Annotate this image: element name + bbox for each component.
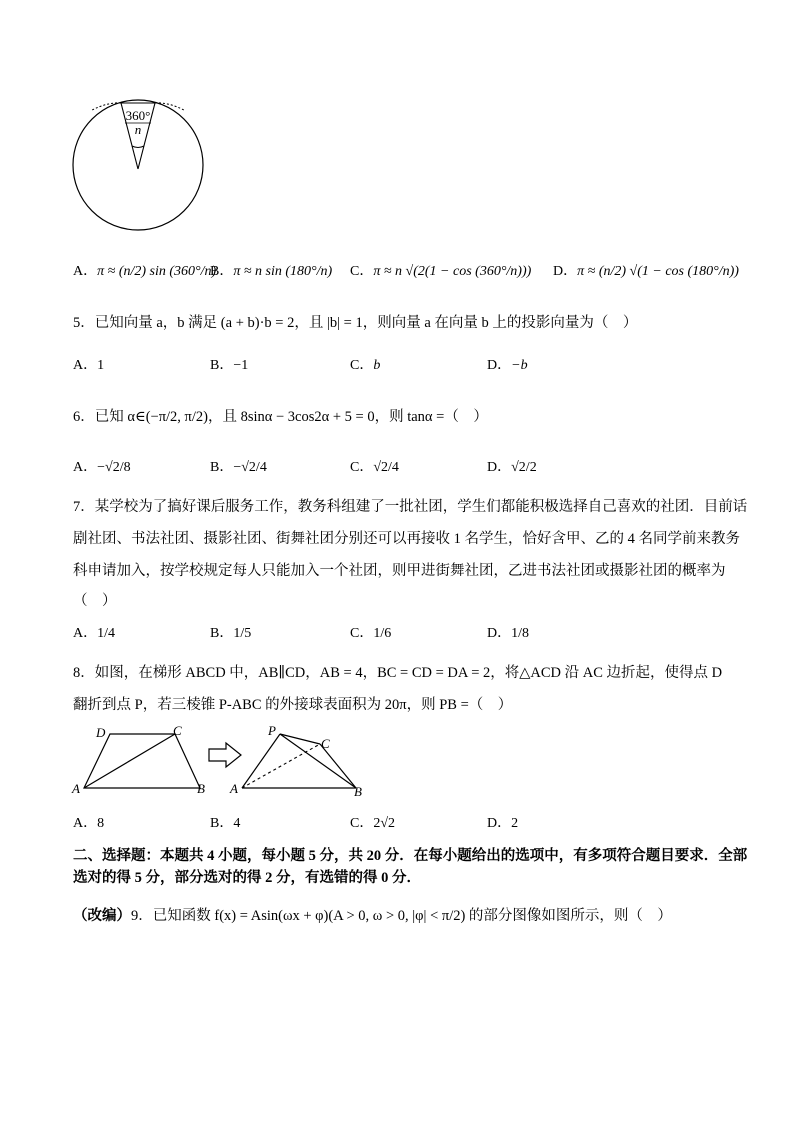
q4-option-d (553, 262, 739, 282)
q7-option-b: B．1/5 (210, 626, 252, 641)
q7-line-4: （ ） (73, 593, 117, 609)
trapezoid-figure (70, 722, 220, 800)
option-letter: A． (73, 264, 98, 279)
option-expr: π ≈ n √(2(1 − cos (360°/n))) (373, 264, 532, 279)
option-expr: π ≈ (n/2) sin (360°/n) (97, 264, 217, 279)
option-expr: π ≈ (n/2) √(1 − cos (180°/n)) (577, 264, 739, 279)
q4-option-c (350, 262, 531, 282)
q6-option-b: B．−√2/4 (210, 460, 267, 475)
label-b2: B (354, 784, 362, 799)
q6-option-d: D．√2/2 (487, 460, 537, 475)
circle-sector-figure (70, 98, 210, 234)
q5-option-b: B．−1 (210, 358, 249, 373)
option-letter: B． (210, 264, 234, 279)
option-letter: D． (553, 264, 578, 279)
q5-stem: 5．已知向量 a，b 满足 (a + b)·b = 2，且 |b| = 1，则向量 a 在向量 b 上的投影向量为（ ） (73, 315, 638, 331)
q9-tag: （改编） (73, 908, 131, 924)
label-d: D (96, 725, 106, 740)
section-2-heading-line-2: 选对的得 5 分，部分选对的得 2 分，有选错的得 0 分． (73, 870, 421, 886)
q9-stem: 9．已知函数 f(x) = Asin(ωx + φ)(A > 0, ω > 0, |φ| < π/2) 的部分图像如图所示，则（ ） (131, 908, 672, 924)
q5-option-a: A．1 (73, 358, 105, 373)
label-b: B (197, 781, 205, 796)
label-a2: A (230, 781, 238, 796)
q7-option-a: A．1/4 (73, 626, 116, 641)
q8-line-1: 8．如图，在梯形 ABCD 中，AB∥CD，AB = 4，BC = CD = DA = 2，将△ACD 沿 AC 边折起，使得点 D (73, 665, 723, 681)
label-c2: C (321, 736, 330, 751)
q5-option-d: D．−b (487, 358, 528, 373)
q4-option-a (73, 262, 216, 282)
q7-line-2: 剧社团、书法社团、摄影社团、街舞社团分别还可以再接收 1 名学生，恰好含甲、乙的 4 名同学前来教务 (73, 531, 740, 547)
label-c: C (173, 723, 182, 738)
section-2-heading-line-1: 二、选择题：本题共 4 小题，每小题 5 分，共 20 分．在每小题给出的选项中，有多项符合题目要求．全部 (73, 848, 748, 864)
angle-label-bottom: n (134, 122, 142, 137)
q8-option-d: D．2 (487, 816, 519, 831)
q4-option-b (210, 262, 332, 282)
q6-option-a: A．−√2/8 (73, 460, 131, 475)
q7-option-c: C．1/6 (350, 626, 392, 641)
q8-option-a: A．8 (73, 816, 105, 831)
q5-option-c: C．b (350, 358, 381, 373)
q8-option-b: B．4 (210, 816, 241, 831)
q7-option-d: D．1/8 (487, 626, 530, 641)
q8-line-2: 翻折到点 P，若三棱锥 P-ABC 的外接球表面积为 20π，则 PB =（ ） (73, 697, 513, 713)
label-a: A (72, 781, 80, 796)
tetrahedron-figure (228, 722, 368, 802)
q6-option-c: C．√2/4 (350, 460, 399, 475)
label-p: P (268, 723, 276, 738)
angle-label-top: 360° (125, 108, 151, 123)
q8-option-c: C．2√2 (350, 816, 396, 831)
q7-line-1: 7．某学校为了搞好课后服务工作，教务科组建了一批社团，学生们都能积极选择自己喜欢的社团．目前话 (73, 499, 748, 515)
option-expr: π ≈ n sin (180°/n) (233, 264, 333, 279)
q7-line-3: 科申请加入，按学校规定每人只能加入一个社团，则甲进街舞社团，乙进书法社团或摄影社团的概率为 (73, 563, 726, 579)
q9-line (73, 906, 672, 926)
q6-stem: 6．已知 α∈(−π/2, π/2)，且 8sinα − 3cos2α + 5 = 0，则 tanα =（ ） (73, 409, 488, 425)
option-letter: C． (350, 264, 374, 279)
